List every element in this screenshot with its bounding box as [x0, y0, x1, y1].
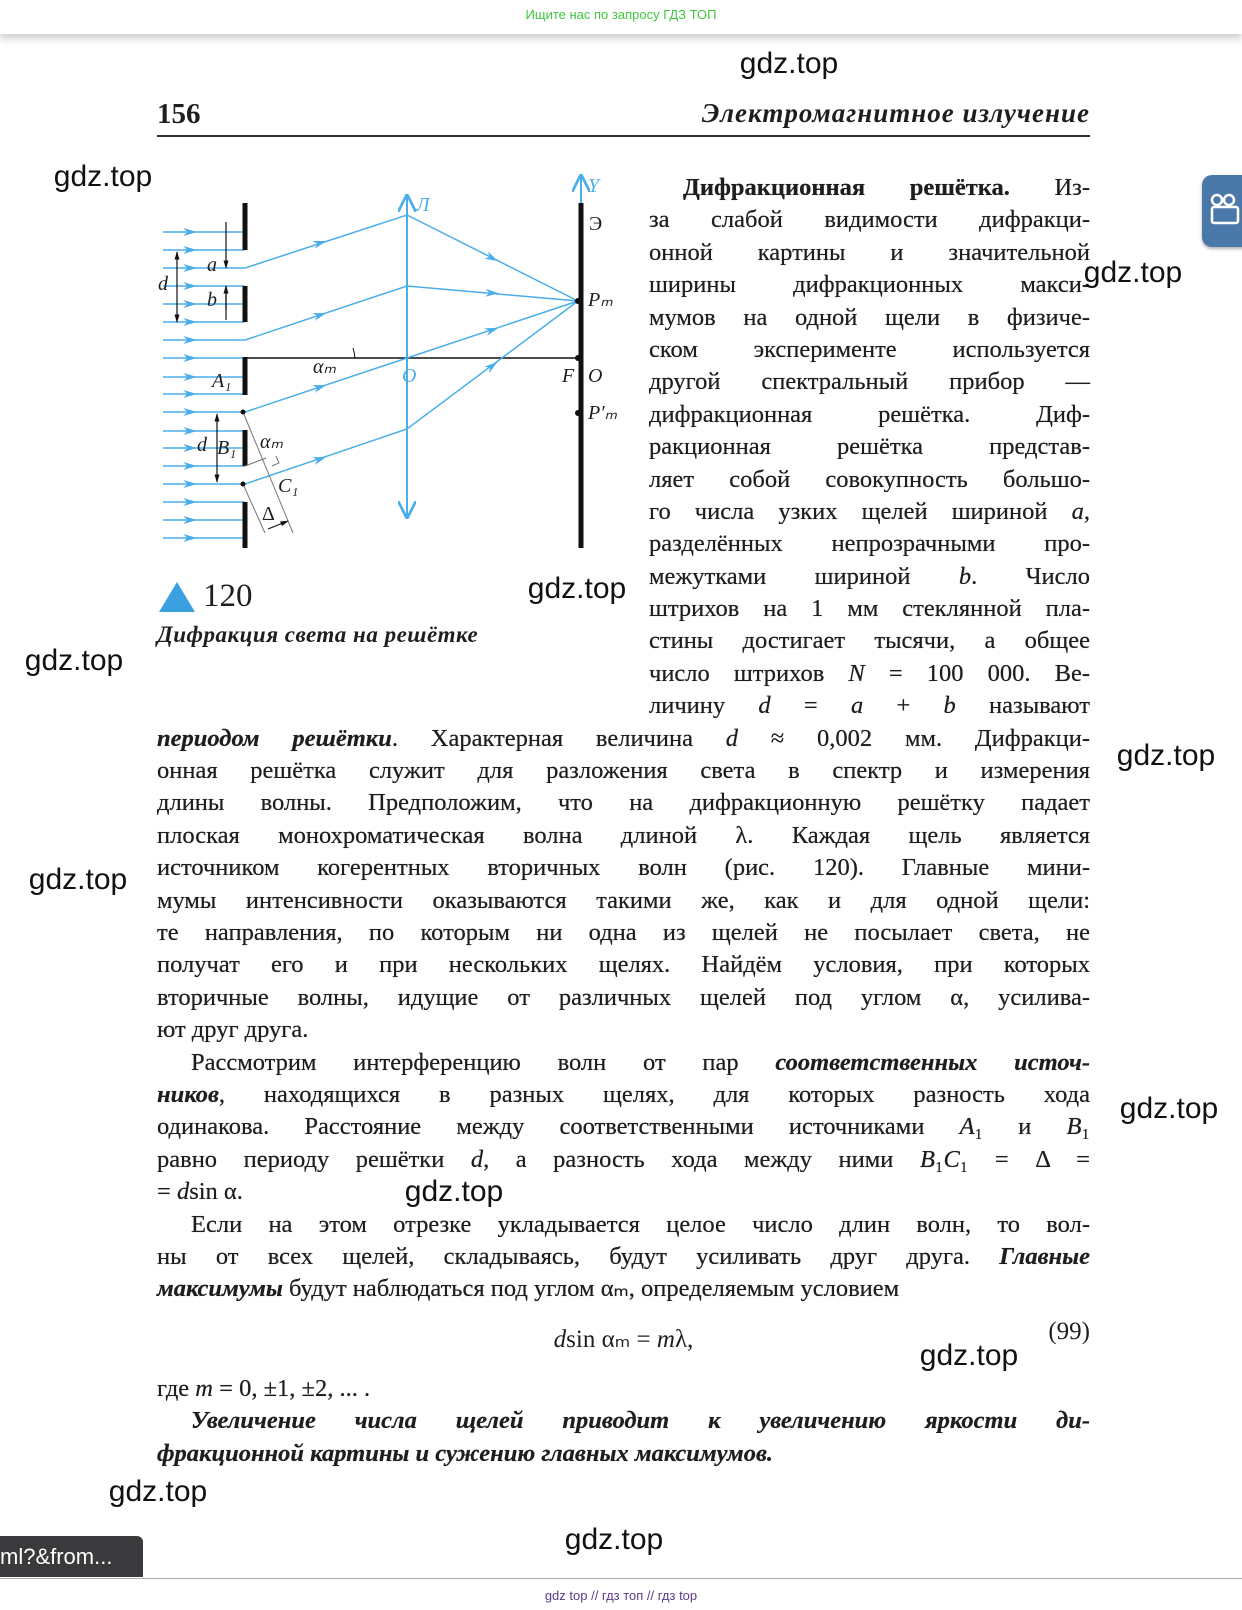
body-text: [157, 172, 1090, 1470]
text-segment: sin α.: [189, 1178, 243, 1206]
text-segment: длины волны. Предположим, что на дифракционную решётку падает: [157, 789, 1090, 817]
watermark: gdz.top: [564, 1523, 664, 1556]
text-segment: соответственных источ-: [775, 1048, 1090, 1076]
text-segment: = 100 000. Ве-: [864, 659, 1090, 687]
text-segment: где: [157, 1375, 196, 1403]
label-C1: C₁: [278, 475, 299, 497]
text-segment: ₁ = Δ =: [959, 1145, 1090, 1173]
text-segment: Из-: [1009, 174, 1090, 201]
text-segment: ≈ 0,002 мм. Дифракци-: [738, 724, 1090, 752]
text-line: [157, 1273, 1090, 1305]
text-line: [157, 755, 1090, 787]
text-line: [649, 204, 1090, 236]
label-Pm-prime: P′ₘ: [588, 402, 618, 424]
text-line: [157, 1176, 1090, 1208]
figure-number: 120: [203, 578, 253, 614]
text-segment: равно периоду решётки: [157, 1145, 471, 1173]
text-segment: дифракционная решётка. Диф-: [649, 400, 1090, 428]
text-segment: одинакова. Расстояние между соответственными источниками: [157, 1113, 960, 1141]
footer-divider: [0, 1578, 1242, 1579]
watermark: gdz.top: [53, 160, 153, 193]
watermark: gdz.top: [739, 47, 839, 80]
label-O-screen: O: [588, 365, 603, 387]
text-line: [649, 496, 1090, 528]
text-segment: вторичные волны, идущие от различных щелей под углом α, усилива-: [157, 983, 1090, 1011]
watermark: gdz.top: [28, 863, 128, 896]
text-line: [157, 1405, 1090, 1437]
text-line: [649, 690, 1090, 722]
text-segment: за слабой видимости дифракци-: [649, 206, 1090, 234]
text-segment: ₁: [934, 1145, 944, 1173]
text-segment: периодом решётки: [157, 724, 392, 752]
text-line: [649, 528, 1090, 560]
watermark: gdz.top: [1083, 256, 1183, 289]
text-segment: личину: [649, 692, 759, 720]
text-segment: C: [943, 1145, 960, 1173]
label-alpha-m: αₘ: [260, 431, 283, 453]
text-line: [157, 1079, 1090, 1111]
text-segment: Рассмотрим интерференцию волн от пар: [191, 1048, 776, 1076]
text-line: [649, 334, 1090, 366]
text-segment: , а разность хода между ними: [483, 1145, 920, 1173]
text-segment: плоская монохроматическая волна длиной λ. Каждая щель является: [157, 821, 1090, 849]
text-segment: A: [959, 1113, 975, 1141]
formula-segment: λ,: [674, 1325, 694, 1353]
text-line: [649, 269, 1090, 301]
footer-links[interactable]: gdz top // гдз топ // гдз top: [544, 1588, 698, 1603]
text-segment: ракционная решётка представ-: [649, 433, 1090, 461]
text-segment: ₁ и: [974, 1113, 1067, 1141]
label-b: b: [207, 289, 217, 311]
text-line: [649, 593, 1090, 625]
text-segment: называют: [955, 692, 1090, 720]
watermark: gdz.top: [1119, 1092, 1219, 1125]
text-segment: будут наблюдаться под углом αₘ, определяемым условием: [282, 1275, 900, 1303]
formula-segment: m: [656, 1325, 675, 1353]
lens-label: Л: [416, 194, 430, 216]
header-rule: [157, 135, 1090, 137]
text-line: [157, 1373, 1090, 1405]
text-line: [649, 172, 1090, 204]
text-line: [157, 917, 1090, 949]
text-segment: ,: [1083, 497, 1090, 525]
watermark: gdz.top: [919, 1339, 1019, 1372]
text-segment: штрихов на 1 мм стеклянной пла-: [649, 595, 1090, 623]
chapter-title: Электромагнитное излучение: [701, 98, 1090, 128]
text-line: [157, 820, 1090, 852]
watermark: gdz.top: [1116, 739, 1216, 772]
page-number: 156: [157, 98, 201, 130]
text-segment: , находящихся в разных щелях, для которых разность хода: [218, 1080, 1090, 1108]
text-segment: =: [770, 692, 851, 720]
text-segment: B: [919, 1145, 935, 1173]
text-segment: ют друг друга.: [157, 1016, 309, 1044]
text-line: [157, 852, 1090, 884]
text-segment: число штрихов: [649, 659, 849, 687]
text-line: [157, 949, 1090, 981]
watermark: gdz.top: [24, 644, 124, 677]
text-segment: ляет собой совокупность большо-: [649, 465, 1090, 493]
text-line: [649, 625, 1090, 657]
text-segment: источником когерентных вторичных волн (рис. 120). Главные мини-: [157, 854, 1090, 882]
text-segment: фракционной картины и сужению главных максимумов.: [157, 1439, 774, 1467]
label-B1: B₁: [217, 437, 237, 459]
text-line: [157, 885, 1090, 917]
text-segment: ников: [157, 1080, 219, 1108]
text-segment: максимумы: [157, 1275, 283, 1303]
text-segment: m: [195, 1375, 213, 1403]
text-line: [157, 723, 1090, 755]
text-segment: =: [157, 1178, 177, 1206]
text-segment: Дифракционная решётка.: [683, 174, 1010, 201]
video-camera-icon: [1202, 175, 1242, 247]
text-line: [649, 431, 1090, 463]
text-segment: = 0, ±1, ±2, ... .: [213, 1375, 371, 1403]
text-segment: . Число: [971, 562, 1090, 590]
text-line: [649, 561, 1090, 593]
watermark: gdz.top: [404, 1175, 504, 1208]
equation-number: (99): [1048, 1317, 1090, 1345]
text-line: [157, 1438, 1090, 1470]
text-line: [649, 366, 1090, 398]
text-line: [649, 399, 1090, 431]
text-segment: d: [725, 724, 739, 752]
text-segment: получат его и при нескольких щелях. Найдём условия, при которых: [157, 951, 1090, 979]
text-segment: N: [848, 659, 865, 687]
text-segment: те направления, по которым ни одна из щелей не посылает света, не: [157, 918, 1090, 946]
text-segment: d: [470, 1145, 484, 1173]
text-segment: a: [1071, 497, 1084, 525]
text-segment: +: [863, 692, 944, 720]
text-line: [157, 1209, 1090, 1241]
label-a: a: [207, 254, 217, 276]
label-d: d: [158, 273, 168, 295]
text-segment: го числа узких щелей шириной: [649, 497, 1072, 525]
text-segment: d: [758, 692, 771, 720]
text-segment: Увеличение числа щелей приводит к увеличению яркости ди-: [191, 1407, 1090, 1435]
watermark: gdz.top: [108, 1475, 208, 1508]
label-O-lens: O: [402, 365, 417, 387]
text-segment: онной картины и значительной: [649, 238, 1090, 266]
label-Pm: Pₘ: [588, 289, 613, 311]
text-segment: мумов на одной щели в физиче-: [649, 303, 1090, 331]
text-line: [649, 302, 1090, 334]
text-segment: b: [958, 562, 972, 590]
text-line: [157, 1144, 1090, 1176]
text-line: [157, 1047, 1090, 1079]
text-segment: ₁: [1081, 1113, 1091, 1141]
watermark: gdz.top: [527, 572, 627, 605]
text-segment: d: [176, 1178, 190, 1206]
text-line: [649, 237, 1090, 269]
label-alpha-m: αₘ: [313, 356, 336, 378]
text-segment: разделённых непрозрачными про-: [649, 530, 1090, 558]
text-segment: мумы интенсивности оказываются такими же, как и для одной щели:: [157, 886, 1090, 914]
text-line: [649, 464, 1090, 496]
figure-caption: Дифракция света на решётке: [157, 622, 479, 647]
text-line: [157, 1111, 1090, 1143]
text-segment: b: [943, 692, 956, 720]
label-d: d: [197, 434, 207, 456]
text-line: [649, 658, 1090, 690]
screen-label: Э: [589, 213, 603, 235]
text-segment: другой спектральный прибор —: [649, 368, 1090, 396]
text-segment: ширины дифракционных макси-: [649, 271, 1090, 299]
text-line: [157, 982, 1090, 1014]
y-axis-label: Y: [588, 175, 600, 197]
text-segment: онная решётка служит для разложения света в спектр и измерения: [157, 757, 1090, 785]
top-banner: [0, 0, 1242, 34]
text-segment: стины достигает тысячи, а общее: [649, 627, 1090, 655]
label-delta: Δ: [262, 503, 275, 525]
text-segment: B: [1066, 1113, 1082, 1141]
label-F: F: [562, 365, 575, 387]
text-line: [157, 787, 1090, 819]
formula-segment: d: [553, 1325, 567, 1353]
text-segment: межутками шириной: [649, 562, 959, 590]
banner-text: Ищите нас по запросу ГДЗ ТОП: [525, 7, 717, 22]
link-url-tooltip: ml?&from...: [0, 1536, 143, 1577]
text-segment: ны от всех щелей, складываясь, будут усиливать друг друга.: [157, 1242, 1000, 1270]
text-segment: Главные: [999, 1242, 1090, 1270]
text-segment: a: [850, 692, 864, 720]
label-A1: A₁: [212, 370, 232, 392]
text-segment: . Характерная величина: [391, 724, 726, 752]
text-line: [157, 1014, 1090, 1046]
text-line: [157, 1241, 1090, 1273]
text-segment: ском эксперименте используется: [649, 335, 1090, 363]
formula-segment: sin αₘ =: [566, 1325, 657, 1353]
text-segment: Если на этом отрезке укладывается целое число длин волн, то вол-: [191, 1210, 1090, 1238]
video-button[interactable]: [1202, 175, 1242, 247]
